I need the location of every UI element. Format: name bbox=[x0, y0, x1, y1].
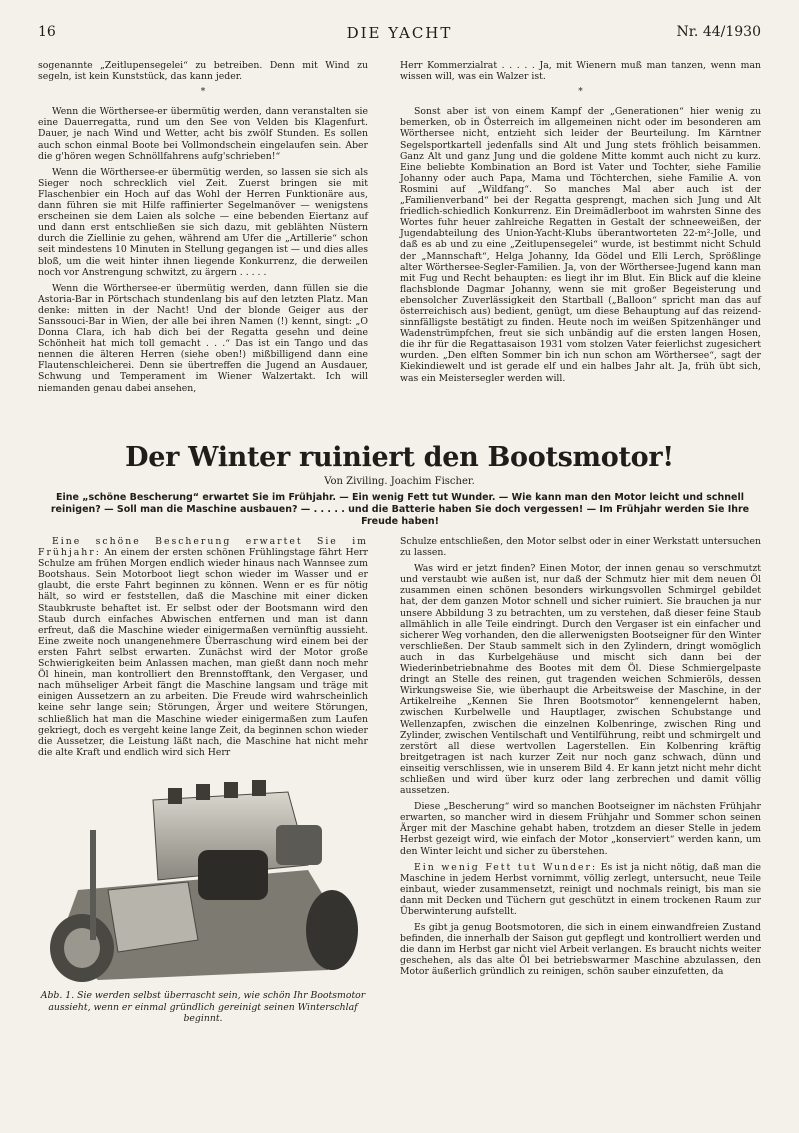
article-headline: Der Winter ruiniert den Bootsmotor! bbox=[125, 442, 674, 473]
paragraph-lead-in: Eine schöne Bescherung erwartet Sie im Frühjahr: bbox=[38, 536, 368, 559]
top-right-column bbox=[400, 60, 761, 389]
paragraph: An einem der ersten schönen Frühlingstage fährt Herr Schulze am frühen Morgen endlich wieder hinaus nach Wannsee zum Bootshaus. Sein Motorboot liegt schon wieder im Wasser und er glaubt, die erste Fahrt beginnen zu können. Wenn er es für nötig hält, so wird er feststellen, daß die Maschine mit einer dicken Staubkruste behaftet ist. Er selbst oder der Bootsmann wird den Staub durch einfaches Abwischen entfernen und man ist dann erfreut, daß die Maschine wieder einigermaßen vernünftig aussieht. Eine zweite noch unangenehmere Überraschung wird einem bei der ersten Fahrt selbst erwarten. Zunächst wird der Motor große Schwierigkeiten beim Anlassen machen, man gießt dann noch mehr Öl hinein, man kontrolliert den Brennstofftank, den Vergaser, und nach mühseliger Arbeit fängt die Maschine langsam und träge mit einigen Aussetzern an zu arbeiten. Die Freude wird wahrscheinlich keine sehr lange sein; Störungen, Ärger und weitere Störungen, schließlich hat man die Maschine wieder einigermaßen zum Laufen gekriegt, doch es vergeht keine lange Zeit, da beginnen schon wieder die Aussetzer, die Leistung läßt nach, die Maschine hat nicht mehr die alte Kraft und endlich wird sich Herr bbox=[38, 547, 368, 758]
article-byline: Von Ziviling. Joachim Fischer. bbox=[324, 476, 475, 487]
paragraph: Wenn die Wörthersee-er übermütig werden, dann veranstalten sie eine Dauerregatta, rund um den See von Velden bis Klagenfurt. Dauer, je nach Wind und Wetter, acht bis zwölf Stunden. Es sollen auch schon einmal Boote bei Vollmondschein eingelaufen sein. Aber die g'hören wegen Schnöllfahrens aufg'schrieben!“ bbox=[38, 106, 368, 162]
article-lead: Eine „schöne Bescherung“ erwartet Sie im Frühjahr. — Ein wenig Fett tut Wunder. — Wie kann man den Motor leicht und schnell reinigen? — Soll man die Maschine ausbauen? — . . . . . und die Batterie haben Sie doch vergessen! — Im Frühjahr werden Sie Ihre Freude haben! bbox=[50, 492, 750, 527]
section-divider: * bbox=[200, 87, 206, 98]
paragraph: Wenn die Wörthersee-er übermütig werden, dann füllen sie die Astoria-Bar in Pörtschach stundenlang bis auf den letzten Platz. Man denke: mitten in der Nacht! Und der blonde Geiger aus der Sanssouci-Bar in Wien, der alle bei ihren Namen (!) kennt, singt: „O Donna Clara, ich hab dich bei der Regatta gesehn und deine Schönheit hat mich toll gemacht . . .“ Das ist ein Tango und das nennen die älteren Herren (siehe oben!) mißbilligend dann eine Flautenschleicherei. Denn sie übertreffen die Jugend an Ausdauer, Schwung und Temperament im Wiener Walzertakt. Ich will niemanden genau dabei ansehen, bbox=[38, 282, 368, 394]
bottom-left-column bbox=[38, 536, 368, 763]
issue-number: Nr. 44/1930 bbox=[676, 24, 761, 40]
paragraph: Was wird er jetzt finden? Einen Motor, der innen genau so verschmutzt und verstaubt wie außen ist, nur daß der Schmutz hier mit dem neuen Öl zusammen einen schönen besonders wirkungsvollen Schmirgel gebildet hat, der dem ganzen Motor schnell und sicher ruiniert. Sie brauchen ja nur unsere Abbildung 3 zu betrachten, um zu verstehen, daß dieser feine Staub allmählich in alle Teile eindringt. Durch den Vergaser ist ein einfacher und sicherer Weg vorhanden, den die allerwenigsten Bootseigner für den Winter verschließen. Der Staub sammelt sich in den Zylindern, dringt womöglich auch in das Kurbelgehäuse und mischt sich dann bei der Wiederinbetriebnahme des Bootes mit dem Öl. Diese Schmiergelpaste dringt an Stelle des reinen, gut tragenden weichen Schmieröls, dessen Wirkungsweise Sie, wie überhaupt die Arbeitsweise der Maschine, in der Artikelreihe „Kennen Sie Ihren Bootsmotor“ kennengelernt haben, zwischen Kurbelwelle und Hauptlager, zwischen Schubstange und Wellenzapfen, zwischen die einzelnen Kolbenringe, zwischen Ring und Zylinder, zwischen Ventilschaft und Ventilführung, reibt und schmirgelt und zerstört all diese wertvollen Lagerstellen. Ein Kolbenring kräftig breitgetragen ist nach kurzer Zeit nur noch ganz schwach, dünn und einseitig verschlissen, wie in unserem Bild 4. Er kann jetzt nicht mehr dicht schließen und wird über kurz oder lang zerbrechen und damit völlig aussetzen. bbox=[400, 563, 761, 797]
paragraph: sogenannte „Zeitlupensegelei“ zu betreiben. Denn mit Wind zu segeln, ist kein Kunststück, das kann jeder. bbox=[38, 60, 368, 83]
bottom-right-column bbox=[400, 536, 761, 983]
paragraph: Es gibt ja genug Bootsmotoren, die sich in einem einwandfreien Zustand befinden, die innerhalb der Saison gut gepflegt und kontrolliert werden und die dann im Herbst gar nicht viel Arbeit verlangen. Es braucht nichts weiter geschehen, als das alte Öl bei betriebswarmer Maschine abzulassen, den Motor äußerlich gründlich zu reinigen, schön sauber einzufetten, da bbox=[400, 922, 761, 978]
engine-photo bbox=[38, 770, 368, 984]
paragraph: Herr Kommerzialrat . . . . . Ja, mit Wienern muß man tanzen, wenn man wissen will, was ein Walzer ist. bbox=[400, 60, 761, 83]
paragraph: Schulze entschließen, den Motor selbst oder in einer Werkstatt untersuchen zu lassen. bbox=[400, 536, 761, 559]
figure-caption: Abb. 1. Sie werden selbst überrascht sein, wie schön Ihr Bootsmotor aussieht, wenn er einmal gründlich gereinigt seinen Winterschlaf beginnt. bbox=[40, 990, 366, 1024]
section-divider: * bbox=[578, 87, 583, 98]
paragraph: Wenn die Wörthersee-er übermütig werden, so lassen sie sich als Sieger noch schrecklich viel Zeit. Zuerst bringen sie mit Flaschenbier ein Hoch auf das Wohl der Herren Funktionäre aus, dann führen sie mit Hilfe raffinierter Segelmanöver — wenigstens erscheinen sie dem Laien als solche — eine bebenden Eiertanz auf und dann erst entschließen sie sich dazu, mit geblähten Nüstern durch die Ziellinie zu gehen, während am Ufer die „Artillerie“ schon seit mindestens 10 Minuten in Stellung gegangen ist — und dies alles bloß, um die weit hinter ihnen liegende Konkurrenz, die derweilen noch vor Anstrengung schwitzt, zu ärgern . . . . . bbox=[38, 166, 368, 278]
page-number: 16 bbox=[38, 24, 56, 40]
paragraph: Sonst aber ist von einem Kampf der „Generationen“ hier wenig zu bemerken, ob in Österreich im allgemeinen nicht oder im besonderen am Wörthersee nicht, entzieht sich leider der Beurteilung. Im Kärntner Segelsportkartell jedenfalls sind Alt und Jung stets fröhlich beisammen. Ganz Alt und ganz Jung und die goldene Mitte kommt auch nicht zu kurz. Eine beliebte Kombination an Bord ist Vater und Tochter, siehe Familie Johanny oder auch Papa, Mama und Töchterchen, siehe Familie A. von Rosmini auf „Wildfang“. So manches Mal aber auch ist der „Familienverband“ bei der Regatta gesprengt, machen sich Jung und Alt friedlich-schiedlich Konkurrenz. Ein Dreimädlerboot im wahrsten Sinne des Wortes fuhr heuer zahlreiche Regatten in Gestalt der schneeweißen, der Jugendabteilung des Union-Yacht-Klubs überantworteten 22-m²-Jolle, und daß es ab und zu eine „Zeitlupensegelei“ wurde, ist bestimmt nicht Schuld der „Mannschaft“, Helga Johanny, Ida Gödel und Elli Lerch, Sprößlinge alter Wörthersee-Segler-Familien. Ja, von der Wörthersee-Jugend kann man mit Fug und Recht behaupten: es liegt ihr im Blut. Ein Blick auf die kleine flachsblonde Dagmar Johanny, wenn sie mit großer Begeisterung und ebensolcher Zuverlässigkeit den Startball („Balloon“ spricht man das auf österreichisch aus) bedient, genügt, um diese Behauptung auf das reizend-sinnfälligste bestätigt zu finden. Heute noch im weißen Spitzenhänger und Wadenstrümpfchen, freut sie sich unbändig auf die ersten langen Hosen, die ihr für die Regattasaison 1931 vom stolzen Vater feierlichst zugesichert wurden. „Den elften Sommer bin ich nun schon am Wörthersee“, sagt der Kiekindiewelt und ist gerade elf und ein halbes Jahr alt. Ja, früh übt sich, was ein Meistersegler werden will. bbox=[400, 106, 761, 384]
paragraph: Es ist ja nicht nötig, daß man die Maschine in jedem Herbst vornimmt, völlig zerlegt, untersucht, neue Teile einbaut, wieder zusammensetzt, reinigt und nochmals reinigt, bis man sie dann mit Decken und Tüchern gut geschützt in einem trockenen Raum zur Überwinterung aufstellt. bbox=[400, 861, 761, 917]
paragraph-lead-in: Ein wenig Fett tut Wunder: bbox=[414, 861, 598, 873]
top-left-column bbox=[38, 60, 368, 399]
magazine-title: DIE YACHT bbox=[346, 24, 453, 42]
paragraph: Diese „Bescherung“ wird so manchen Bootseigner im nächsten Frühjahr erwarten, so mancher wird in diesem Frühjahr und Sommer schon seinen Ärger mit der Maschine gehabt haben, trotzdem an dieser Stelle in jedem Herbst gezeigt wird, wie einfach der Motor „konserviert“ werden kann, um den Winter leicht und sicher zu überstehen. bbox=[400, 801, 761, 857]
page-header bbox=[38, 24, 761, 44]
